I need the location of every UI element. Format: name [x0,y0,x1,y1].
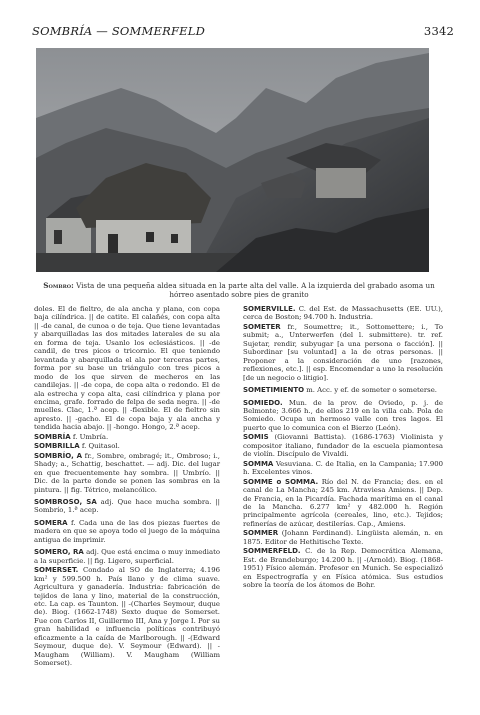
dictionary-entry [243,305,443,322]
entry-definition: doles. El de fieltro, de ala ancha y plana, con copa baja cilíndrica. || de catite. El calañés, con copa alta || -de canal, de cunoa o de teja. Que tiene levantadas y abarquilladas las dos mitades laterales de su ala en forma de teja. Usanlo los eclesiásticos. || -de candil, de tres picos o tricornio. El que teniendo levantada y abarquillada el ala por terceras partes, forma por su base un triángulo con tres picos a modo de los que sirven de mecheros en las candilejas. || -de copa, de copa alta o redondo. El de ala estrecha y copa alta, casi cilíndrica y plana por encima, grafe. forrado de felpa de seda negra. || -de muelles. Clac, 1.ª acep. || -flexible. El de fieltro sin apresto. || -gacho. El de copa baja y ala ancha y tendida hacia abajo. || -hongo. Hongo, 2.ª acep. [34,305,220,432]
dictionary-entry [34,452,220,494]
dictionary-entry [243,478,443,529]
village-photograph [36,48,429,272]
entry-definition: Condado al SO de Inglaterra; 4.196 km² y 599.500 h. País llano y de clima suave. Agricultura y ganadería. Industria: fabricación de tejidos de lana y lino, material de la construcción, etc. La cap. es Taunton. || -(Charles Seymour, duque de). Biog. (1662-1748) Sexto duque de Somerset. Fue con Carlos II, Guillermo III, Ana y Jorge I. Por su gran habilidad e influencia políticas contribuyó eficazmente a la caída de Marlborough. || -(Edward Seymour, duque de). V. Seymour (Edward). || -Maugham (William). V. Maugham (William Somerset). [34,566,220,668]
dictionary-entry [34,566,220,667]
entry-definition: (Johann Ferdinand). Lingüista alemán, n. en 1875. Editor de Hethitische Texte. [243,529,443,546]
dictionary-entry [34,433,220,441]
entry-headword: SOMME o SOMMA. [243,477,319,486]
entry-headword: SOMBRÍO, A [34,451,83,460]
entry-definition: f. Umbría. [70,432,109,441]
entry-headword: SOMBRÍA [34,432,71,441]
entry-definition: C. del Est. de Massachusetts (EE. UU.), cerca de Boston; 94.700 h. Industria. [243,305,443,322]
entry-headword: SOMMER [243,529,279,538]
entry-definition: f. Cada una de las dos piezas fuertes de madera en que se apoya todo el juego de la máquina antigua de imprimir. [34,518,220,544]
entry-headword: SOMERO, RA [34,548,84,557]
entry-headword: SOMBROSO, SA [34,497,97,506]
dictionary-entry [243,323,443,382]
entry-headword: SOMIS [243,433,269,442]
entry-headword: SOMIEDO. [243,398,283,407]
dictionary-entry [34,305,220,432]
dictionary-entry [34,442,220,450]
dictionary-entry [243,399,443,433]
entry-definition: C. de la Rep. Democrática Alemana, Est. de Brandeburgo; 14.200 h. || -(Arnold). Biog. (1868-1951) Físico alemán. Profesor en Munich. Se especializó en Espectrografía y en Física atómica. Sus estudios sobre la teoría de los átomos de Bohr. [243,547,443,590]
entry-definition: adj. Que está encima o muy inmediato a la superficie. || fig. Ligero, superficial. [34,548,220,565]
dictionary-entry [34,498,220,515]
entry-definition: Río del N. de Francia; des. en el canal de La Mancha; 245 km. Atraviesa Amiens. || Dep. de Francia, en la Picardía. Fachada marítima en el canal de la Mancha. 6.277 km² y 482.000 h. Región principalmente agrícola (cereales, lino, etc.). Tejidos; refinerías de azúcar, destilerías. Cap., Amiens. [243,477,443,528]
entry-headword: SOMMA [243,459,274,468]
caption-text: Vista de una pequeña aldea situada en la parte alta del valle. A la izquierda del grabado asoma un hórreo asentado sobre pies de granito [76,281,435,299]
entry-headword: SOMETER [243,322,281,331]
entry-definition: Vesuviana. C. de Italia, en la Campania; 17.900 h. Excelentes vinos. [243,459,443,477]
dictionary-entry [34,519,220,544]
village-photo-image [36,48,429,272]
running-head-title: SOMBRÍA — SOMMERFELD [32,24,205,38]
dictionary-entry [243,433,443,458]
entry-headword: SOMERVILLE. [243,305,296,313]
dictionary-entry [243,529,443,546]
entry-definition: f. Quitasol. [79,442,120,451]
entry-headword: SOMETIMIENTO [243,386,305,395]
dictionary-entry [34,548,220,565]
entry-headword: SOMERSET. [34,566,79,575]
left-column [34,305,220,669]
entry-definition: m. Acc. y ef. de someter o someterse. [304,386,437,395]
page-number: 3342 [423,24,454,38]
entry-headword: SOMMERFELD. [243,547,301,556]
entry-definition: adj. Que hace mucha sombra. || Sombrío, 1.ª acep. [34,497,220,515]
right-column [243,305,443,591]
entry-definition: fr., Soumettre; it., Sottomettere; i., To submit; a., Unterwerfen (del l. submittere). tr. ref. Sujetar, rendir, subyugar [a una persona o facción]. || Subordinar [su voluntad] a la de otras personas. || Proponer a la consideración de uno [razones, reflexiones, etc.]. || esp. Encomendar a uno la resolución [de un negocio o litigio]. [243,322,443,382]
dictionary-entry [243,547,443,589]
caption-label: Sombro: [43,281,74,290]
figure-caption [40,281,438,299]
entry-definition: fr., Sombre, ombragé; it., Ombroso; i., Shady; a., Schattig, beschattet. — adj. Dic. del lugar en que frecuentemente hay sombra. || Umbrío. || Dic. de la parte donde se ponen las sombras en la pintura. || fig. Tétrico, melancólico. [34,451,220,494]
dictionary-entry [243,386,443,394]
entry-definition: Mun. de la prov. de Oviedo, p. j. de Belmonte; 3.666 h., de ellos 219 en la villa cab. Pola de Somiedo. Ocupa un hermoso valle con tres lagos. El puerto que lo comunica con el Bierzo (León). [243,398,443,432]
dictionary-entry [243,460,443,477]
entry-headword: SOMERA [34,518,68,527]
entry-definition: (Giovanni Battista). (1686-1763) Violinista y compositor italiano, fundador de la escuela piamontesa de violín. Discípulo de Vivaldi. [243,433,443,459]
running-head [32,24,454,38]
entry-headword: SOMBRILLA [34,442,80,451]
